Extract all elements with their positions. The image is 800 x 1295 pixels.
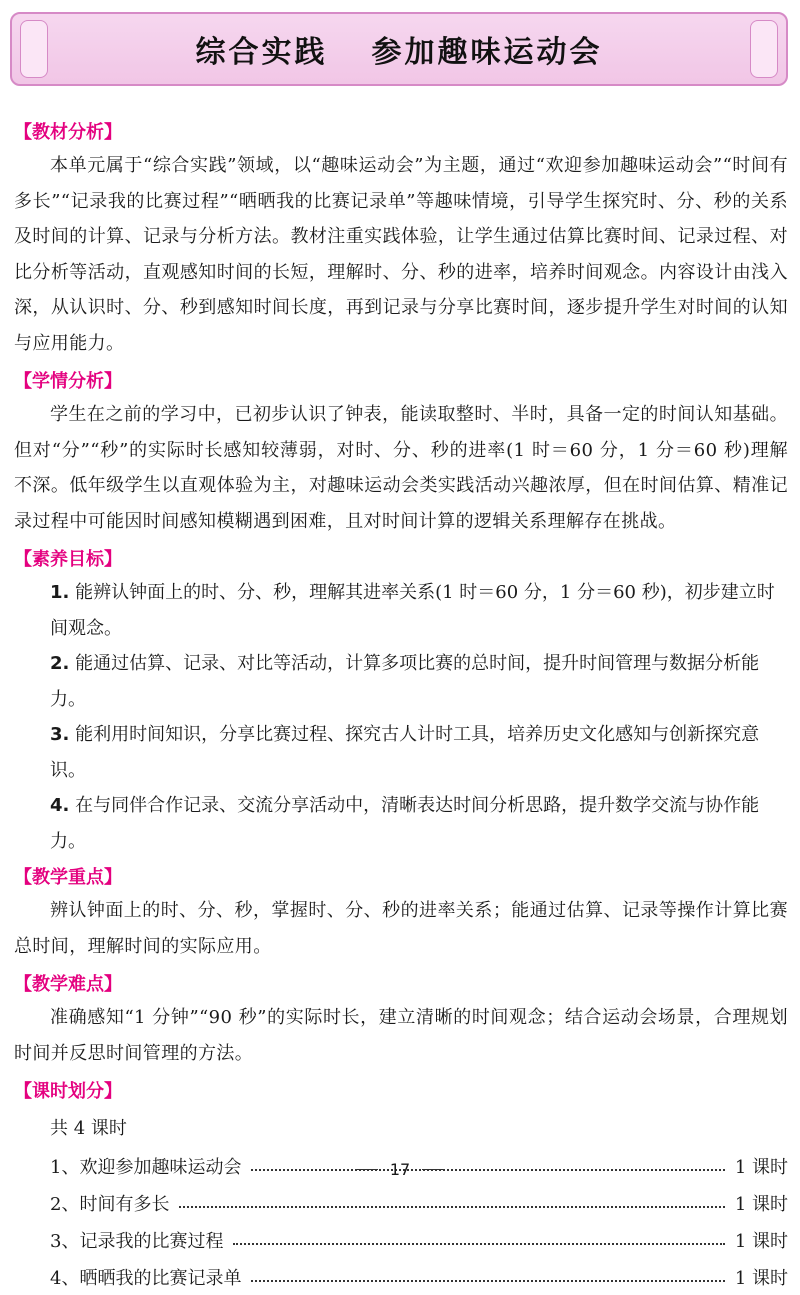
title-part-2: 参加趣味运动会 — [371, 35, 603, 70]
schedule-row — [14, 1184, 788, 1221]
key-points-text: 辨认钟面上的时、分、秒，掌握时、分、秒的进率关系；能通过估算、记录等操作计算比赛总时间，理解时间的实际应用。 — [14, 900, 788, 957]
goal-text: 能利用时间知识，分享比赛过程、探究古人计时工具，培养历史文化感知与创新探究意识。 — [50, 724, 760, 781]
goal-number: 1. — [50, 582, 70, 603]
schedule-row-label: 2、时间有多长 — [50, 1193, 170, 1215]
student-analysis-text: 学生在之前的学习中，已初步认识了钟表，能读取整时、半时，具备一定的时间认知基础。但对“分”“秒”的实际时长感知较薄弱，对时、分、秒的进率(1 时＝60 分，1 分＝60 秒)理解不深。低年级学生以直观体验为主，对趣味运动会类实践活动兴趣浓厚，但在时间估算、精准记录过程中可能因时间感知模糊遇到困难，且对时间计算的逻辑关系理解存在挑战。 — [14, 404, 788, 532]
heading-key-points: 【教学重点】 — [14, 867, 122, 888]
schedule-row-label: 1、欢迎参加趣味运动会 — [50, 1156, 242, 1178]
schedule-row — [14, 1221, 788, 1258]
footer-rule-left — [356, 1169, 378, 1170]
material-analysis-text: 本单元属于“综合实践”领域，以“趣味运动会”为主题，通过“欢迎参加趣味运动会”“时间有多长”“记录我的比赛过程”“晒晒我的比赛记录单”等趣味情境，引导学生探究时、分、秒的关系及时间的计算、记录与分析方法。教材注重实践体验，让学生通过估算比赛时间、记录过程、对比分析等活动，直观感知时间的长短，理解时、分、秒的进率，培养时间观念。内容设计由浅入深，从认识时、分、秒到感知时间长度，再到记录与分享比赛时间，逐步提升学生对时间的认知与应用能力。 — [14, 155, 788, 354]
heading-material-analysis: 【教材分析】 — [14, 122, 122, 143]
goal-item-1 — [14, 575, 788, 646]
goal-number: 4. — [50, 795, 70, 816]
heading-schedule: 【课时划分】 — [14, 1081, 122, 1102]
goal-number: 3. — [50, 724, 70, 745]
title-banner — [10, 12, 788, 86]
difficulties-text: 准确感知“1 分钟”“90 秒”的实际时长，建立清晰的时间观念；结合运动会场景，合理规划时间并反思时间管理的方法。 — [14, 1007, 788, 1064]
goal-text: 能通过估算、记录、对比等活动，计算多项比赛的总时间，提升时间管理与数据分析能力。 — [50, 653, 760, 710]
goal-item-3 — [14, 717, 788, 788]
schedule-row-hours: 1 课时 — [734, 1156, 788, 1178]
schedule-row-hours: 1 课时 — [734, 1230, 788, 1252]
schedule-row-hours: 1 课时 — [734, 1267, 788, 1289]
schedule-row-hours: 1 课时 — [734, 1193, 788, 1215]
goal-item-2 — [14, 646, 788, 717]
heading-goals: 【素养目标】 — [14, 549, 122, 570]
page-number: 17 — [389, 1160, 411, 1179]
document-body — [14, 118, 788, 1295]
dot-leader — [233, 1243, 724, 1245]
dot-leader — [179, 1206, 724, 1208]
schedule-total: 共 4 课时 — [50, 1118, 127, 1139]
page-title — [12, 14, 786, 84]
page-footer — [0, 1160, 800, 1179]
goal-item-4 — [14, 788, 788, 859]
goal-number: 2. — [50, 653, 70, 674]
goal-text: 在与同伴合作记录、交流分享活动中，清晰表达时间分析思路，提升数学交流与协作能力。 — [50, 795, 760, 852]
dot-leader — [251, 1280, 724, 1282]
title-part-1: 综合实践 — [195, 35, 328, 70]
footer-rule-right — [422, 1169, 444, 1170]
goal-text: 能辨认钟面上的时、分、秒，理解其进率关系(1 时＝60 分，1 分＝60 秒)，初步建立时间观念。 — [50, 582, 775, 639]
schedule-row — [14, 1258, 788, 1295]
heading-difficulties: 【教学难点】 — [14, 974, 122, 995]
schedule-row-label: 4、晒晒我的比赛记录单 — [50, 1267, 242, 1289]
heading-student-analysis: 【学情分析】 — [14, 371, 122, 392]
schedule-row-label: 3、记录我的比赛过程 — [50, 1230, 224, 1252]
